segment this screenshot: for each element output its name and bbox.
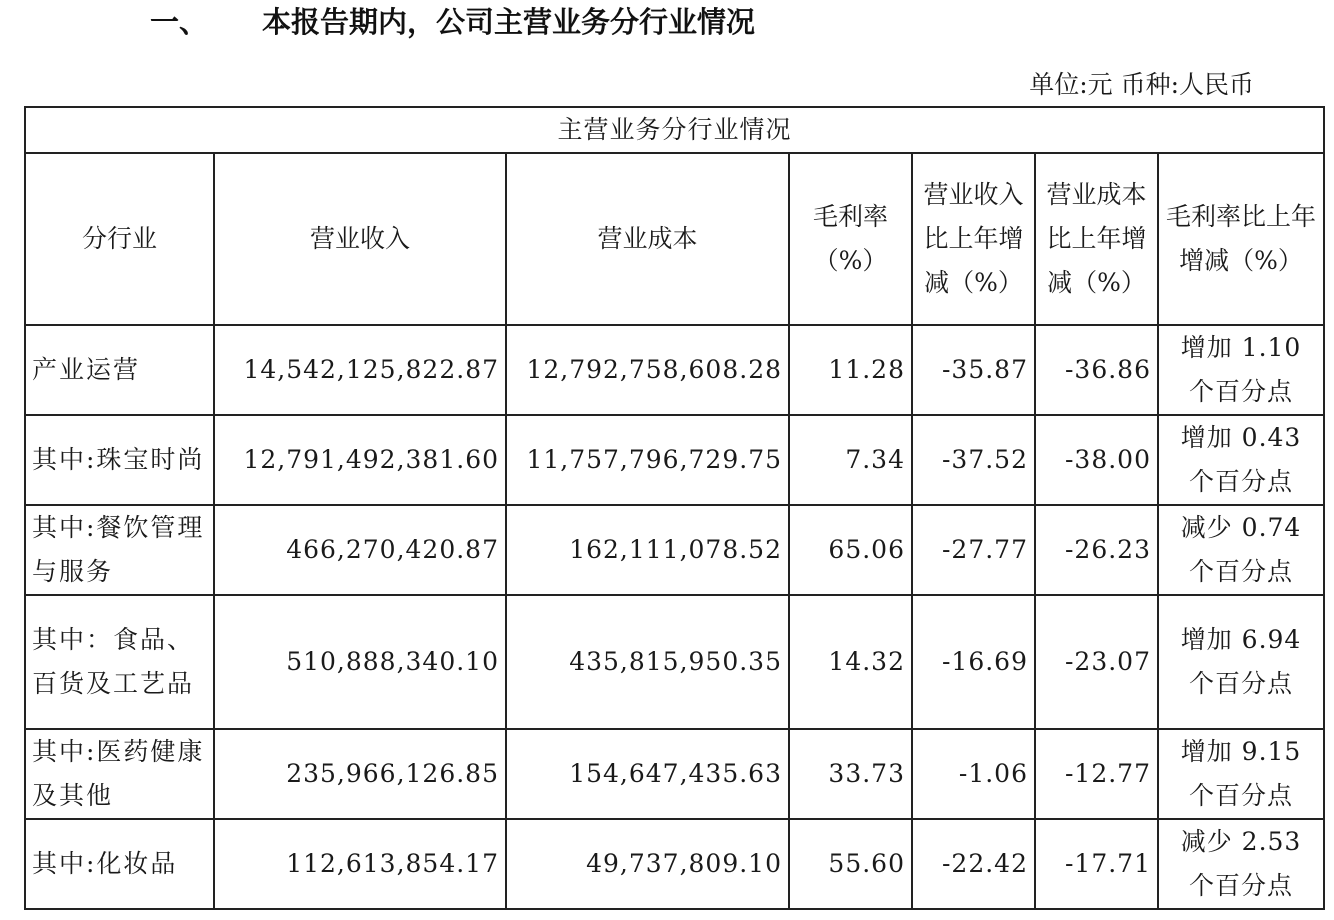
column-header-margin: 毛利率（%） xyxy=(789,153,912,325)
cell-cost: 49,737,809.10 xyxy=(506,819,789,909)
cell-revenue-change: -35.87 xyxy=(912,325,1035,415)
column-header-cost-change: 营业成本比上年增减（%） xyxy=(1035,153,1158,325)
cell-margin-change: 减少 0.74 个百分点 xyxy=(1158,505,1324,595)
cell-cost-change: -12.77 xyxy=(1035,729,1158,819)
section-number: 一、 xyxy=(150,4,209,39)
section-heading xyxy=(150,0,755,40)
cell-revenue: 14,542,125,822.87 xyxy=(214,325,506,415)
cell-margin: 14.32 xyxy=(789,595,912,729)
cell-segment: 其中:化妆品 xyxy=(25,819,214,909)
cell-revenue: 112,613,854.17 xyxy=(214,819,506,909)
cell-margin-change: 减少 2.53 个百分点 xyxy=(1158,819,1324,909)
table-row xyxy=(25,325,1324,415)
column-header-margin-change: 毛利率比上年增减（%） xyxy=(1158,153,1324,325)
cell-revenue-change: -1.06 xyxy=(912,729,1035,819)
table-row xyxy=(25,595,1324,729)
cell-segment: 其中:珠宝时尚 xyxy=(25,415,214,505)
cell-margin: 33.73 xyxy=(789,729,912,819)
cell-margin: 11.28 xyxy=(789,325,912,415)
cell-margin-change: 增加 0.43 个百分点 xyxy=(1158,415,1324,505)
cell-margin: 7.34 xyxy=(789,415,912,505)
cell-margin: 55.60 xyxy=(789,819,912,909)
cell-revenue-change: -37.52 xyxy=(912,415,1035,505)
table-title-row xyxy=(25,107,1324,153)
cell-margin-change: 增加 6.94 个百分点 xyxy=(1158,595,1324,729)
cell-cost-change: -26.23 xyxy=(1035,505,1158,595)
cell-margin-change: 增加 1.10 个百分点 xyxy=(1158,325,1324,415)
section-title: 本报告期内，公司主营业务分行业情况 xyxy=(262,4,756,39)
segment-table xyxy=(24,106,1325,910)
cell-revenue: 510,888,340.10 xyxy=(214,595,506,729)
table-row xyxy=(25,729,1324,819)
cell-revenue: 235,966,126.85 xyxy=(214,729,506,819)
cell-cost-change: -38.00 xyxy=(1035,415,1158,505)
cell-margin-change: 增加 9.15 个百分点 xyxy=(1158,729,1324,819)
cell-cost: 435,815,950.35 xyxy=(506,595,789,729)
cell-revenue-change: -27.77 xyxy=(912,505,1035,595)
cell-revenue: 466,270,420.87 xyxy=(214,505,506,595)
cell-cost-change: -17.71 xyxy=(1035,819,1158,909)
table-row xyxy=(25,415,1324,505)
table-title: 主营业务分行业情况 xyxy=(25,107,1324,153)
cell-cost-change: -36.86 xyxy=(1035,325,1158,415)
column-header-segment: 分行业 xyxy=(25,153,214,325)
cell-margin: 65.06 xyxy=(789,505,912,595)
table-row xyxy=(25,819,1324,909)
cell-segment: 其中:餐饮管理与服务 xyxy=(25,505,214,595)
cell-cost: 12,792,758,608.28 xyxy=(506,325,789,415)
table-row xyxy=(25,505,1324,595)
cell-segment: 其中：食品、百货及工艺品 xyxy=(25,595,214,729)
column-header-revenue-change: 营业收入比上年增减（%） xyxy=(912,153,1035,325)
unit-currency-note: 单位:元 币种:人民币 xyxy=(1029,70,1254,99)
cell-cost-change: -23.07 xyxy=(1035,595,1158,729)
cell-revenue: 12,791,492,381.60 xyxy=(214,415,506,505)
column-header-cost: 营业成本 xyxy=(506,153,789,325)
table-header-row xyxy=(25,153,1324,325)
cell-segment: 其中:医药健康及其他 xyxy=(25,729,214,819)
cell-segment: 产业运营 xyxy=(25,325,214,415)
cell-revenue-change: -16.69 xyxy=(912,595,1035,729)
cell-cost: 154,647,435.63 xyxy=(506,729,789,819)
column-header-revenue: 营业收入 xyxy=(214,153,506,325)
cell-cost: 162,111,078.52 xyxy=(506,505,789,595)
cell-revenue-change: -22.42 xyxy=(912,819,1035,909)
cell-cost: 11,757,796,729.75 xyxy=(506,415,789,505)
